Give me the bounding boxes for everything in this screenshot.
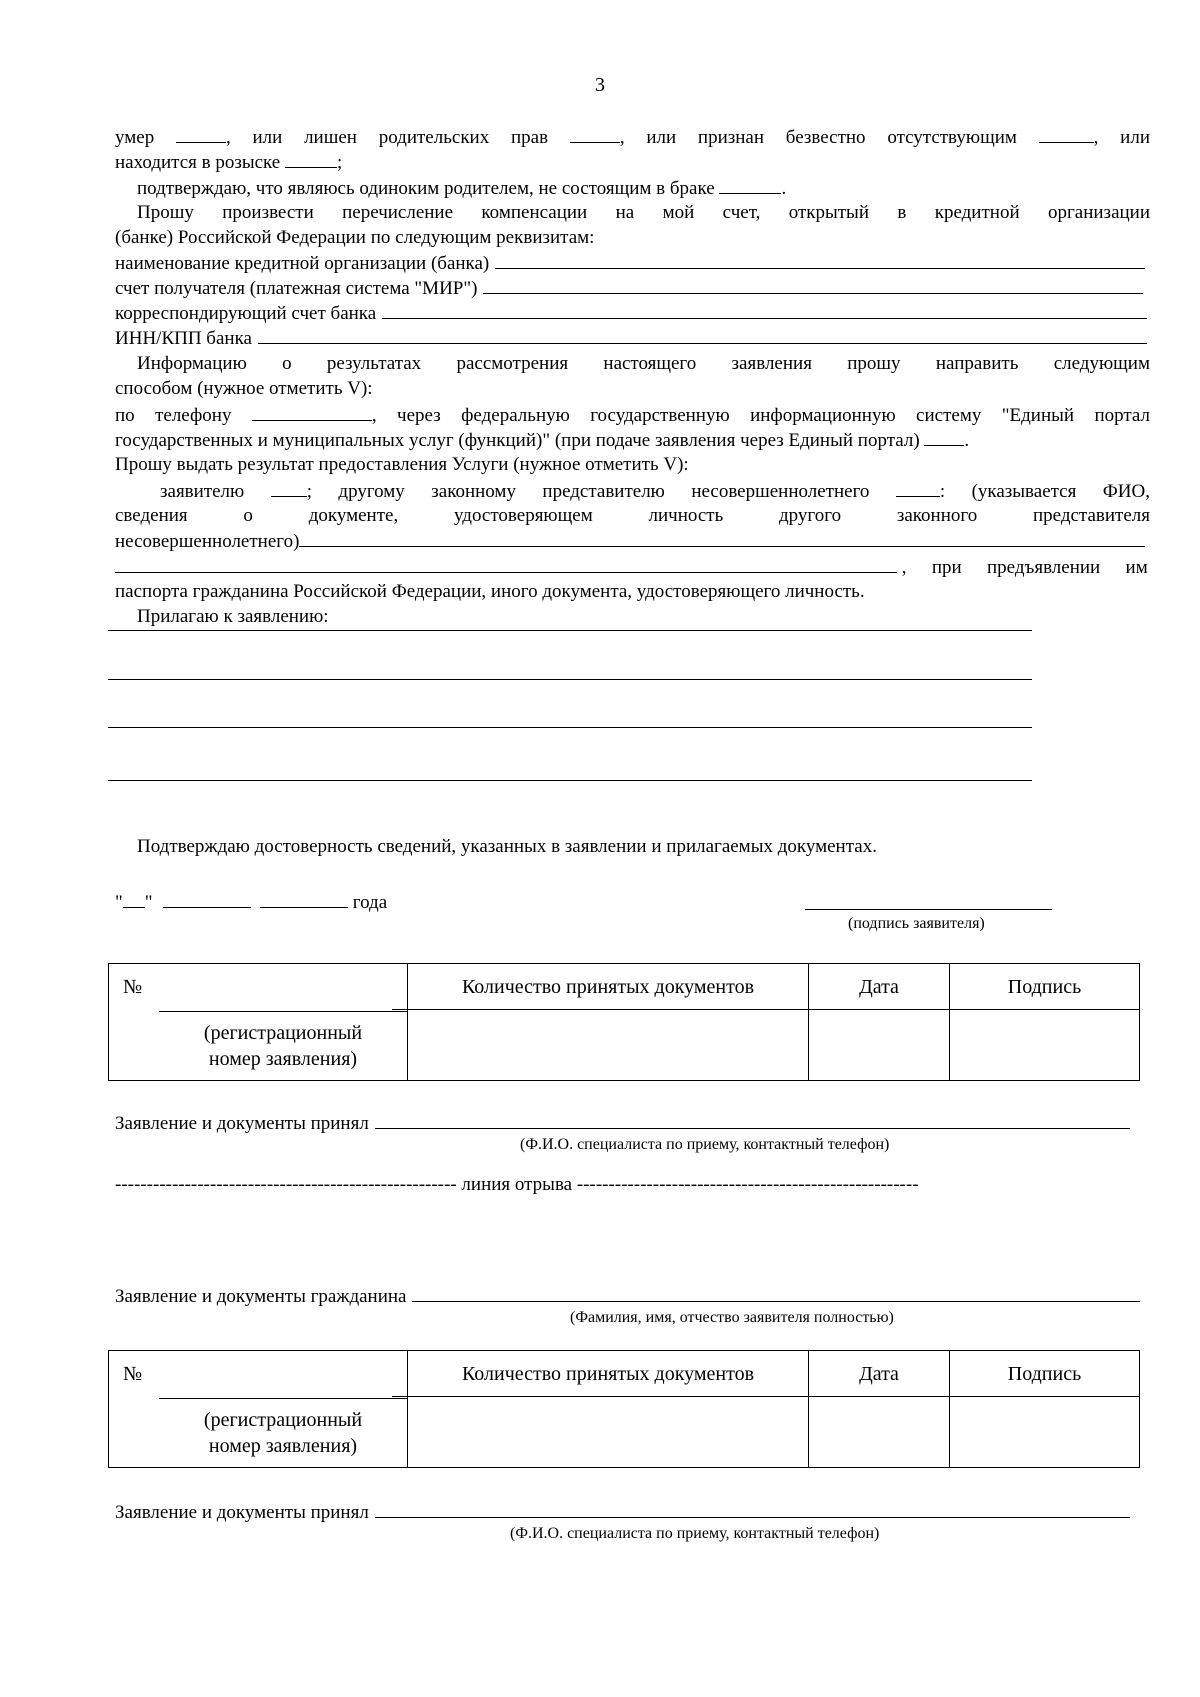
bank-name-blank[interactable] bbox=[495, 250, 1145, 269]
table2-header-date bbox=[809, 1351, 950, 1468]
table-header-count bbox=[408, 964, 809, 1081]
attachments-line-3[interactable] bbox=[108, 727, 1032, 728]
table-header-sign bbox=[950, 964, 1140, 1081]
text-or: , или bbox=[1093, 127, 1151, 148]
text-period: . bbox=[781, 178, 787, 199]
representative-info-blank[interactable] bbox=[299, 528, 1145, 547]
year-suffix: года bbox=[352, 892, 388, 913]
inn-kpp-blank[interactable] bbox=[258, 325, 1147, 344]
reg-number-line1: (регистрационный bbox=[203, 1022, 363, 1044]
table-header-number: № bbox=[109, 964, 408, 1012]
recipient-account-blank[interactable] bbox=[483, 275, 1143, 294]
quote-open: " bbox=[115, 892, 123, 913]
reg-number-cell-2 bbox=[109, 1398, 408, 1468]
text-line-phone-portal bbox=[115, 402, 1150, 428]
table1-row-divider bbox=[392, 1009, 1140, 1010]
passport-presentation-text: , при предъявлении им bbox=[901, 557, 1148, 578]
text-line-info-method: Информацию о результатах рассмотрения настоящего заявления прошу направить следующим bbox=[137, 353, 1150, 374]
table2-header-count bbox=[408, 1351, 809, 1468]
blank-wanted[interactable] bbox=[285, 149, 337, 168]
other-representative-blank[interactable] bbox=[896, 478, 940, 497]
accepted-label-1: Заявление и документы принял bbox=[115, 1113, 369, 1134]
text-line-deceased bbox=[115, 124, 1150, 150]
attachments-line-1[interactable] bbox=[108, 630, 1032, 631]
blank-single-parent[interactable] bbox=[719, 175, 781, 194]
text-line-result-issue: Прошу выдать результат предоставления Услуги (нужное отметить V): bbox=[115, 454, 689, 475]
page-number: 3 bbox=[595, 74, 605, 96]
citizen-label: Заявление и документы гражданина bbox=[115, 1286, 407, 1307]
applicant-label: заявителю bbox=[160, 481, 245, 502]
text-line-wanted bbox=[115, 149, 1150, 175]
text-line-bank-details: (банке) Российской Федерации по следующим реквизитам: bbox=[115, 227, 595, 248]
signature-line[interactable] bbox=[805, 909, 1052, 910]
minor-label: несовершеннолетнего) bbox=[115, 531, 300, 552]
citizen-blank[interactable] bbox=[412, 1283, 1140, 1302]
representative-info-field[interactable] bbox=[115, 528, 1145, 554]
text-line-transfer-request: Прошу произвести перечисление компенсации на мой счет, открытый в кредитной организации bbox=[137, 202, 1150, 223]
date-field bbox=[115, 889, 515, 915]
count-header-text: Количество принятых документов bbox=[461, 976, 755, 998]
bank-name-field[interactable] bbox=[115, 250, 1145, 276]
phone-blank[interactable] bbox=[252, 402, 372, 421]
accepted-field-1[interactable] bbox=[115, 1110, 1130, 1136]
representative-info-blank-2[interactable] bbox=[115, 554, 897, 573]
correspondent-account-field[interactable] bbox=[115, 300, 1147, 326]
sign-header-text: Подпись bbox=[1007, 976, 1082, 998]
text-single-parent: подтверждаю, что являюсь одиноким родителем, не состоящим в браке bbox=[137, 178, 715, 199]
year-blank[interactable] bbox=[260, 889, 348, 908]
reg-number-cell bbox=[109, 1011, 408, 1081]
text-line-portal-services bbox=[115, 427, 1150, 453]
inn-kpp-label: ИНН/КПП банка bbox=[115, 328, 252, 349]
table2-row-divider bbox=[392, 1396, 1140, 1397]
text-line-identity-doc: сведения о документе, удостоверяющем личность другого законного представителя bbox=[115, 505, 1150, 526]
attachments-label: Прилагаю к заявлению: bbox=[137, 606, 329, 627]
signature-caption: (подпись заявителя) bbox=[848, 915, 985, 932]
portal-text: , через федеральную государственную информационную систему "Единый портал bbox=[371, 405, 1151, 426]
portal-services-text: государственных и муниципальных услуг (функций)" (при подаче заявления через Единый портал) bbox=[115, 430, 920, 451]
blank-deceased[interactable] bbox=[176, 124, 226, 143]
text-line-passport: паспорта гражданина Российской Федерации, иного документа, удостоверяющего личность. bbox=[115, 581, 865, 602]
count-header-text-2: Количество принятых документов bbox=[461, 1363, 755, 1385]
text-deceased: умер bbox=[115, 127, 155, 148]
table2-header-sign bbox=[950, 1351, 1140, 1468]
portal-blank[interactable] bbox=[924, 427, 964, 446]
confirm-text: Подтверждаю достоверность сведений, указанных в заявлении и прилагаемых документах. bbox=[137, 836, 877, 857]
day-blank[interactable] bbox=[123, 889, 145, 908]
quote-close: " bbox=[144, 892, 153, 913]
recipient-account-label: счет получателя (платежная система "МИР") bbox=[115, 278, 478, 299]
accepted-field-2[interactable] bbox=[115, 1499, 1130, 1525]
tear-line-label: линия отрыва bbox=[461, 1174, 573, 1195]
inn-kpp-field[interactable] bbox=[115, 325, 1147, 351]
recipient-account-field[interactable] bbox=[115, 275, 1143, 301]
applicant-blank[interactable] bbox=[271, 478, 307, 497]
reg-number-line1-2: (регистрационный bbox=[203, 1409, 363, 1431]
fio-note: : (указывается ФИО, bbox=[939, 481, 1151, 502]
blank-deprived-rights[interactable] bbox=[570, 124, 620, 143]
other-representative-label: ; другому законному представителю несовершеннолетнего bbox=[306, 481, 870, 502]
text-line-recipient-choice bbox=[160, 478, 1150, 504]
attachments-line-4[interactable] bbox=[108, 780, 1032, 781]
accepted-caption-1: (Ф.И.О. специалиста по приему, контактный телефон) bbox=[520, 1136, 890, 1153]
text-line-passport-presentation bbox=[115, 554, 1150, 580]
bank-name-label: наименование кредитной организации (банка) bbox=[115, 253, 490, 274]
attachments-line-2[interactable] bbox=[108, 679, 1032, 680]
month-blank[interactable] bbox=[163, 889, 251, 908]
table-header-date bbox=[809, 964, 950, 1081]
table2-header-number: № bbox=[109, 1351, 408, 1399]
text-line-method-mark: способом (нужное отметить V): bbox=[115, 378, 373, 399]
date-header-text: Дата bbox=[859, 976, 899, 998]
accepted-blank-2[interactable] bbox=[375, 1499, 1130, 1518]
tear-line: ------------------------------------------------------ линия отрыва ------------------------------------------------------ bbox=[115, 1174, 919, 1195]
correspondent-account-label: корреспондирующий счет банка bbox=[115, 303, 377, 324]
acceptance-table-1 bbox=[108, 963, 1140, 1081]
sign-header-text-2: Подпись bbox=[1007, 1363, 1082, 1385]
reg-number-line2-2: номер заявления) bbox=[208, 1435, 358, 1457]
text-semicolon: ; bbox=[337, 152, 343, 173]
date-header-text-2: Дата bbox=[859, 1363, 899, 1385]
accepted-blank-1[interactable] bbox=[375, 1110, 1130, 1129]
accepted-label-2: Заявление и документы принял bbox=[115, 1502, 369, 1523]
citizen-caption: (Фамилия, имя, отчество заявителя полностью) bbox=[570, 1309, 894, 1326]
text-missing: , или признан безвестно отсутствующим bbox=[619, 127, 1017, 148]
text-wanted: находится в розыске bbox=[115, 152, 281, 173]
text-period-2: . bbox=[964, 430, 970, 451]
citizen-field[interactable] bbox=[115, 1283, 1140, 1309]
acceptance-table-2 bbox=[108, 1350, 1140, 1468]
correspondent-account-blank[interactable] bbox=[382, 300, 1147, 319]
phone-label: по телефону bbox=[115, 405, 232, 426]
text-line-single-parent bbox=[137, 175, 1172, 201]
reg-number-line2: номер заявления) bbox=[208, 1048, 358, 1070]
blank-missing[interactable] bbox=[1039, 124, 1094, 143]
accepted-caption-2: (Ф.И.О. специалиста по приему, контактный телефон) bbox=[510, 1525, 880, 1542]
text-deprived-rights: , или лишен родительских прав bbox=[225, 127, 549, 148]
